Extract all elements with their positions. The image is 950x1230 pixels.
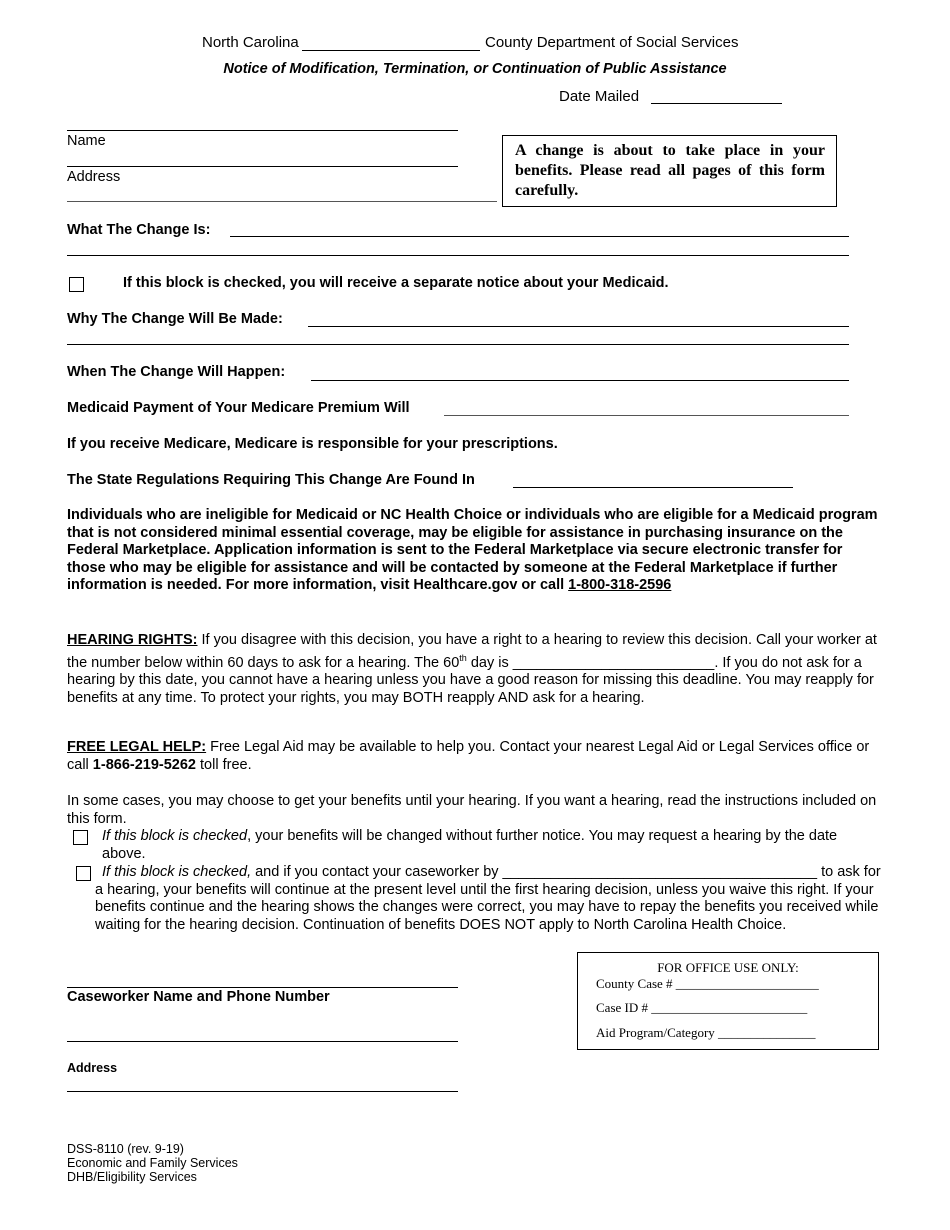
continuation-intro: In some cases, you may choose to get your benefits until your hearing. If you want a hearing, read the instructions included on this form. <box>67 793 877 827</box>
legal-help-heading: FREE LEGAL HELP: <box>67 739 207 755</box>
what-change-line-2[interactable] <box>67 255 849 256</box>
medicaid-notice-checkbox[interactable] <box>69 277 84 292</box>
form-title: Notice of Modification, Termination, or Continuation of Public Assistance <box>223 61 727 77</box>
caseworker-address-label: Address <box>67 1061 118 1075</box>
date-mailed-label: Date Mailed <box>559 88 640 105</box>
caseworker-address-line-2[interactable] <box>67 1091 458 1092</box>
marketplace-phone: 1-800-318-2596 <box>568 577 672 594</box>
medicare-prescriptions-text: If you receive Medicare, Medicare is responsible for your prescriptions. <box>67 436 558 452</box>
option-2-italic: If this block is checked, <box>102 864 252 880</box>
option-1-body: , your benefits will be changed without further notice. You may request a hearing by the date above. <box>102 828 838 862</box>
office-use-box <box>577 952 879 1050</box>
header-state: North Carolina <box>202 34 299 51</box>
why-change-line[interactable] <box>308 326 849 327</box>
legal-help-paragraph <box>67 739 882 774</box>
legal-help-text-1: Free Legal Aid may be available to help you. Contact your nearest Legal Aid or Legal Services office or call <box>67 739 870 773</box>
change-notice-box: A change is about to take place in your benefits. Please read all pages of this form carefully. <box>502 135 837 207</box>
option-2-body: and if you contact your caseworker by _______________________________________ to ask for a hearing, your benefits will continue at the present level until the first hearing decision, unless you waive this right. If your benefits continue and the hearing shows the changes were correct, you may have to repay the benefits you received while waiting for the hearing decision. Continuation of benefits DOES NOT apply to North Carolina Health Choice. <box>95 864 881 933</box>
county-case-field[interactable]: County Case # ______________________ <box>596 976 819 991</box>
marketplace-paragraph <box>67 507 882 595</box>
no-continuation-checkbox[interactable] <box>73 830 88 845</box>
medicaid-notice-text: If this block is checked, you will receive a separate notice about your Medicaid. <box>123 275 669 291</box>
caseworker-address-line-1[interactable] <box>67 1041 458 1042</box>
date-mailed-line[interactable] <box>651 103 782 104</box>
hearing-rights-paragraph <box>67 632 882 707</box>
address-line-2[interactable] <box>67 201 497 202</box>
name-line[interactable] <box>67 130 458 131</box>
name-label: Name <box>67 133 106 149</box>
medicare-premium-line[interactable] <box>444 415 849 416</box>
why-change-label: Why The Change Will Be Made: <box>67 311 283 327</box>
caseworker-line[interactable] <box>67 987 458 988</box>
hearing-rights-heading: HEARING RIGHTS: <box>67 632 198 648</box>
address-label: Address <box>67 169 121 185</box>
option-1-text <box>102 828 872 863</box>
hearing-rights-text-2: day is _________________________. If you do not ask for a hearing by this date, you cannot have a hearing unless you have a good reason for missing this deadline. You may reapply for benefits at any time. To protect your rights, you may BOTH reapply AND ask for a hearing. <box>67 654 874 706</box>
hearing-rights-text-1: If you disagree with this decision, you have a right to a hearing to review this decision. Call your worker at the number below within 60 days to ask for a hearing. The 60 <box>67 632 877 671</box>
option-1-italic: If this block is checked <box>102 828 248 844</box>
when-change-line[interactable] <box>311 380 849 381</box>
footer-division: Economic and Family Services <box>67 1156 238 1170</box>
regulations-label: The State Regulations Requiring This Change Are Found In <box>67 472 475 488</box>
legal-help-text-2: toll free. <box>196 756 252 773</box>
option-2-text <box>95 864 881 934</box>
footer-unit: DHB/Eligibility Services <box>67 1170 197 1184</box>
what-change-label: What The Change Is: <box>67 222 211 238</box>
legal-aid-phone: 1-866-219-5262 <box>92 756 196 773</box>
case-id-field[interactable]: Case ID # ________________________ <box>596 1000 808 1015</box>
why-change-line-2[interactable] <box>67 344 849 345</box>
header-county-dept: County Department of Social Services <box>485 34 739 51</box>
when-change-label: When The Change Will Happen: <box>67 364 286 380</box>
caseworker-label: Caseworker Name and Phone Number <box>67 989 330 1005</box>
aid-program-field[interactable]: Aid Program/Category _______________ <box>596 1025 816 1040</box>
regulations-line[interactable] <box>513 487 793 488</box>
medicare-premium-label: Medicaid Payment of Your Medicare Premium Will <box>67 400 410 416</box>
hearing-rights-sup: th <box>459 652 467 663</box>
what-change-line[interactable] <box>230 236 849 237</box>
marketplace-text: Individuals who are ineligible for Medicaid or NC Health Choice or individuals who are eligible for a Medicaid program that is not considered minimal essential coverage, may be eligible for assistance in purchasing insurance on the Federal Marketplace. Application information is sent to the Federal Marketplace via secure electronic transfer for those who may be eligible for assistance and will be contacted by someone at the Federal Marketplace if further information is needed. For more information, visit Healthcare.gov or call <box>67 507 878 594</box>
form-number: DSS-8110 (rev. 9-19) <box>67 1142 184 1156</box>
office-use-title: FOR OFFICE USE ONLY: <box>657 960 799 975</box>
address-line-1[interactable] <box>67 166 458 167</box>
county-name-line[interactable] <box>302 50 480 51</box>
continue-benefits-checkbox[interactable] <box>76 866 91 881</box>
